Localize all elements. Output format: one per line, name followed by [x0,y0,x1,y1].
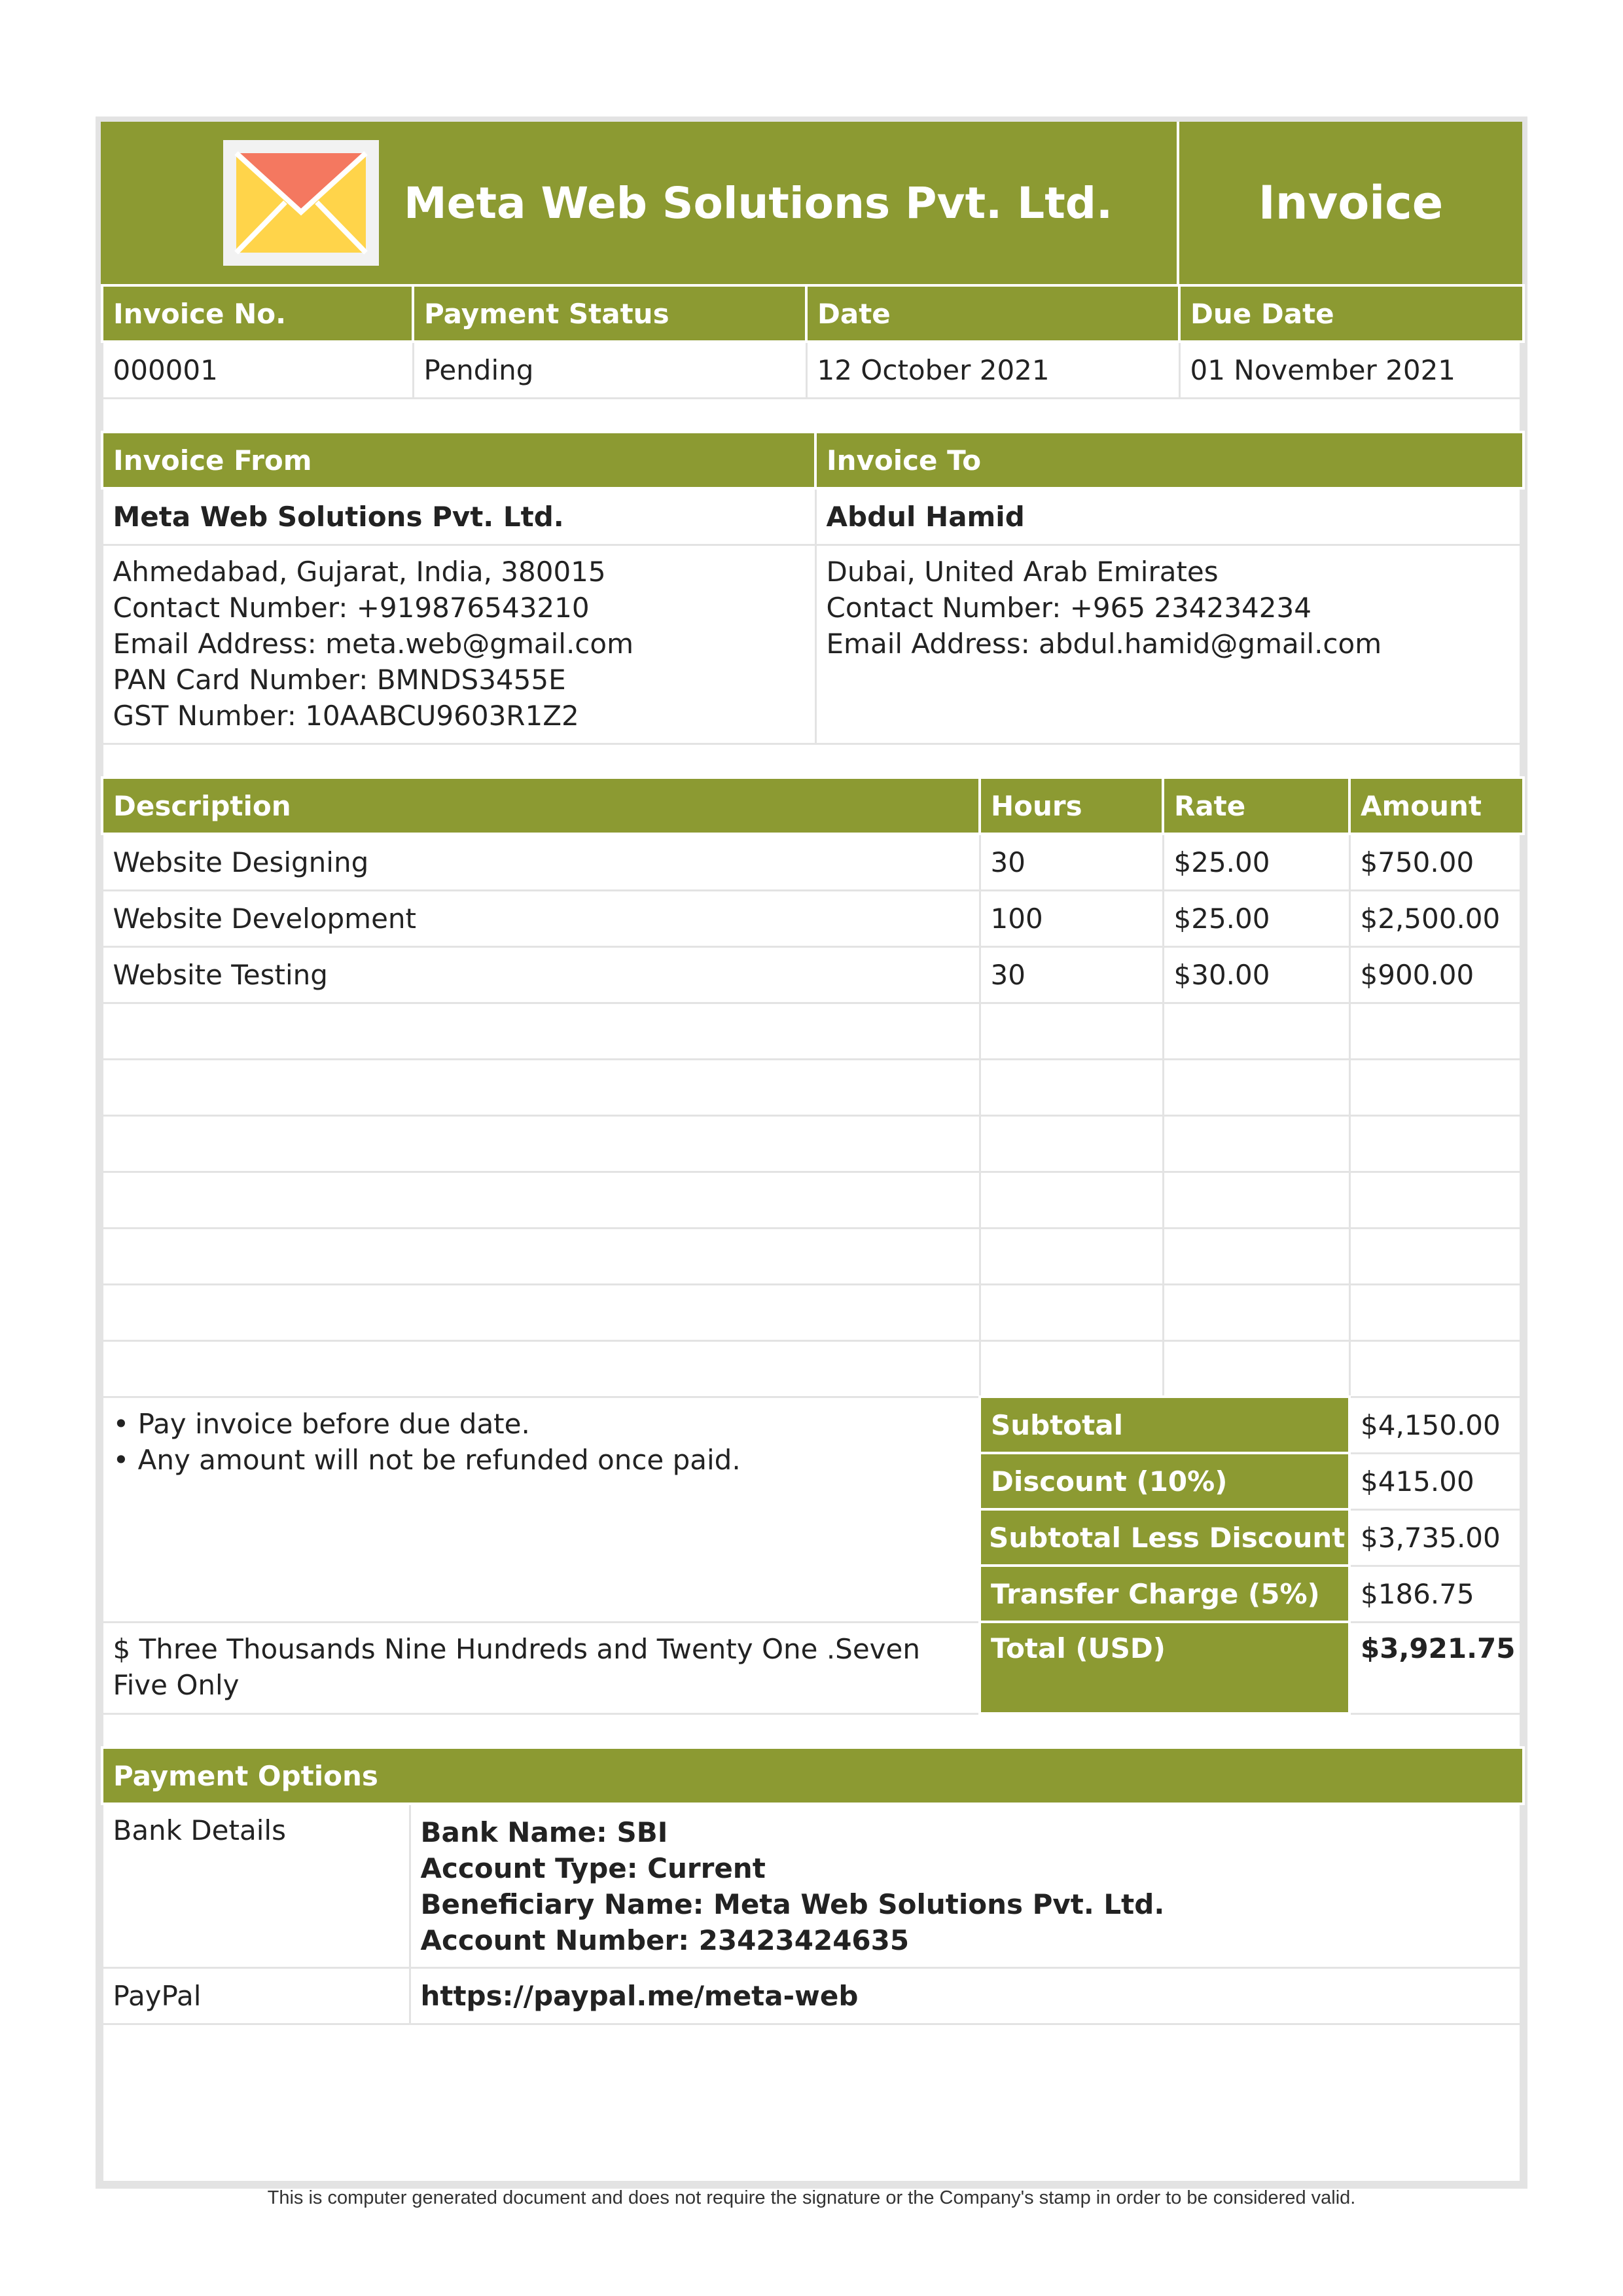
bank-details-label: Bank Details [102,1804,410,1967]
from-name: Meta Web Solutions Pvt. Ltd. [102,488,815,545]
item-hours: 100 [980,890,1163,946]
col-hours: Hours [980,778,1163,834]
banner-company [101,122,1178,284]
transfer-charge-value: $186.75 [1349,1566,1524,1622]
payment-options-title: Payment Options [102,1748,1524,1804]
item-description: Website Designing [102,834,980,890]
envelope-icon [223,140,379,266]
spacer [102,398,1524,431]
subtotal-less-discount-label: Subtotal Less Discount [980,1509,1349,1566]
to-address [815,545,1524,744]
label-date: Date [806,285,1179,342]
total-value: $3,921.75 [1349,1622,1524,1713]
to-name: Abdul Hamid [815,488,1524,545]
discount-value: $415.00 [1349,1453,1524,1509]
value-payment-status: Pending [413,342,806,398]
spacer [102,1713,1524,1746]
item-hours: 30 [980,946,1163,1003]
item-rate: $25.00 [1163,834,1349,890]
invoice-from-label: Invoice From [102,432,815,488]
account-number: Account Number: 23423424635 [420,1924,910,1956]
bank-details [410,1804,1524,1967]
paypal-link[interactable]: https://paypal.me/meta-web [410,1967,1524,2024]
item-rate: $25.00 [1163,890,1349,946]
to-line: Contact Number: +965 234234234 [826,591,1311,624]
empty-row [102,1115,1524,1172]
to-email: Email Address: abdul.hamid@gmail.com [826,627,1382,660]
col-rate: Rate [1163,778,1349,834]
account-type: Account Type: Current [420,1852,766,1884]
bank-name: Bank Name: SBI [420,1816,668,1848]
total-label: Total (USD) [980,1622,1349,1713]
spacer [102,744,1524,776]
invoice-to-label: Invoice To [815,432,1524,488]
table-row [102,834,1524,890]
company-name: Meta Web Solutions Pvt. Ltd. [404,177,1113,228]
items-table [101,776,1525,1746]
to-line: Dubai, United Arab Emirates [826,555,1219,588]
item-description: Website Development [102,890,980,946]
amount-in-words: $ Three Thousands Nine Hundreds and Twenty One .Seven Five Only [102,1622,980,1713]
item-description: Website Testing [102,946,980,1003]
table-row [102,890,1524,946]
from-line: Contact Number: +919876543210 [113,591,590,624]
beneficiary-name: Beneficiary Name: Meta Web Solutions Pvt. Ltd. [420,1888,1165,1920]
from-address [102,545,815,744]
from-email: Email Address: meta.web@gmail.com [113,627,633,660]
invoice-banner [101,122,1522,284]
payment-options-table [101,1746,1525,2025]
subtotal-value: $4,150.00 [1349,1397,1524,1453]
invoice-notes [102,1397,980,1622]
col-description: Description [102,778,980,834]
table-row [102,946,1524,1003]
subtotal-label: Subtotal [980,1397,1349,1453]
parties-table [101,431,1525,776]
label-invoice-no: Invoice No. [102,285,413,342]
from-line: PAN Card Number: BMNDS3455E [113,663,566,696]
empty-row [102,1284,1524,1340]
invoice-meta-table [101,284,1525,431]
label-payment-status: Payment Status [413,285,806,342]
empty-row [102,1003,1524,1059]
value-due-date: 01 November 2021 [1179,342,1524,398]
subtotal-less-discount-value: $3,735.00 [1349,1509,1524,1566]
footer-disclaimer: This is computer generated document and does not require the signature or the Company's stamp in order to be considered valid. [267,2187,1356,2208]
item-amount: $900.00 [1349,946,1524,1003]
empty-row [102,1059,1524,1115]
transfer-charge-label: Transfer Charge (5%) [980,1566,1349,1622]
empty-row [102,1228,1524,1284]
label-due-date: Due Date [1179,285,1524,342]
value-invoice-no: 000001 [102,342,413,398]
from-line: GST Number: 10AABCU9603R1Z2 [113,699,579,732]
empty-row [102,1172,1524,1228]
empty-row [102,1340,1524,1397]
invoice-document [101,122,1522,2025]
from-line: Ahmedabad, Gujarat, India, 380015 [113,555,606,588]
item-hours: 30 [980,834,1163,890]
item-rate: $30.00 [1163,946,1349,1003]
item-amount: $750.00 [1349,834,1524,890]
note-item: • Any amount will not be refunded once paid. [113,1443,741,1476]
paypal-label: PayPal [102,1967,410,2024]
item-amount: $2,500.00 [1349,890,1524,946]
discount-label: Discount (10%) [980,1453,1349,1509]
col-amount: Amount [1349,778,1524,834]
note-item: • Pay invoice before due date. [113,1407,530,1440]
value-date: 12 October 2021 [806,342,1179,398]
document-title: Invoice [1178,122,1522,284]
